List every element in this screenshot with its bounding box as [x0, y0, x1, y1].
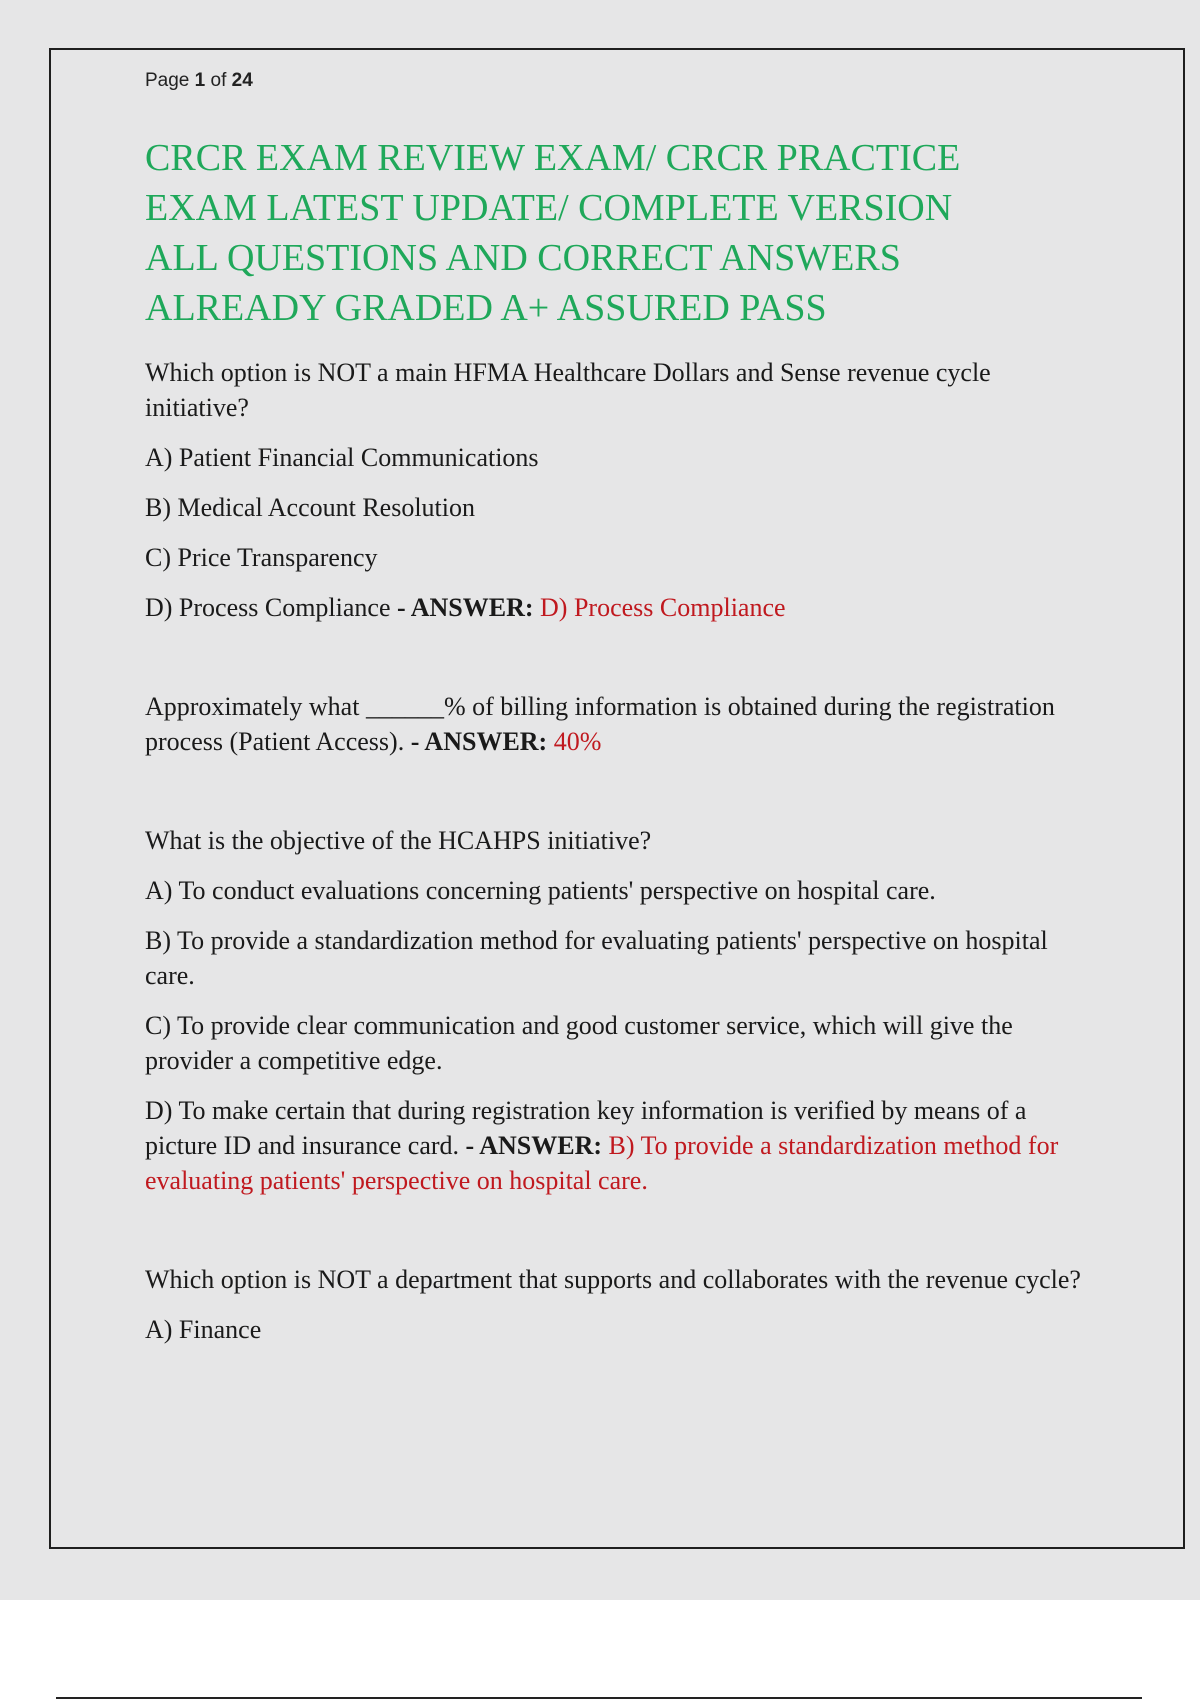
option-d — [145, 1093, 1095, 1198]
answer-label: - ANSWER: — [465, 1130, 603, 1160]
answer-text: B) To provide a standardization method for evaluating patients' perspective on hospital care. — [145, 1130, 1059, 1195]
option-a: A) Patient Financial Communications — [145, 442, 539, 472]
option-a: A) Finance — [145, 1314, 262, 1344]
question-text: Which option is NOT a department that supports and collaborates with the revenue cycle? — [145, 1264, 1081, 1294]
title-line: ALREADY GRADED A+ ASSURED PASS — [145, 286, 827, 329]
answer-text: 40% — [553, 726, 602, 756]
option-b: B) Medical Account Resolution — [145, 492, 476, 522]
page-total: 24 — [231, 70, 253, 91]
title-line: ALL QUESTIONS AND CORRECT ANSWERS — [145, 236, 901, 279]
option-c: C) Price Transparency — [145, 542, 378, 572]
question-block-4 — [145, 1262, 1095, 1347]
title-line: CRCR EXAM REVIEW EXAM/ CRCR PRACTICE — [145, 136, 961, 179]
question-body: Approximately what ______% of billing information is obtained during the registration process (Patient Access). — [145, 691, 1055, 756]
page-of: of — [210, 70, 227, 91]
option-d-text: D) Process Compliance — [145, 592, 391, 622]
option-b: B) To provide a standardization method for evaluating patients' perspective on hospital care. — [145, 925, 1048, 990]
answer-text: D) Process Compliance — [540, 592, 786, 622]
question-text: What is the objective of the HCAHPS initiative? — [145, 825, 652, 855]
title-line: EXAM LATEST UPDATE/ COMPLETE VERSION — [145, 186, 953, 229]
option-d — [145, 590, 1095, 625]
option-a: A) To conduct evaluations concerning patients' perspective on hospital care. — [145, 875, 936, 905]
question-text — [145, 689, 1095, 759]
answer-label: - ANSWER: — [410, 726, 548, 756]
question-text: Which option is NOT a main HFMA Healthcare Dollars and Sense revenue cycle initiative? — [145, 357, 991, 422]
option-d-text: D) To make certain that during registration key information is verified by means of a picture ID and insurance card. — [145, 1095, 1027, 1160]
document-title — [145, 133, 1095, 333]
question-block-2 — [145, 689, 1095, 759]
question-block-3 — [145, 823, 1095, 1198]
page-current: 1 — [194, 70, 206, 91]
option-c: C) To provide clear communication and good customer service, which will give the provider a competitive edge. — [145, 1010, 1013, 1075]
document-content — [145, 70, 1095, 1362]
page-number — [145, 70, 1095, 93]
answer-label: - ANSWER: — [397, 592, 534, 622]
question-block-1 — [145, 355, 1095, 625]
next-page-divider — [56, 1697, 1142, 1699]
page-label: Page — [145, 70, 190, 91]
